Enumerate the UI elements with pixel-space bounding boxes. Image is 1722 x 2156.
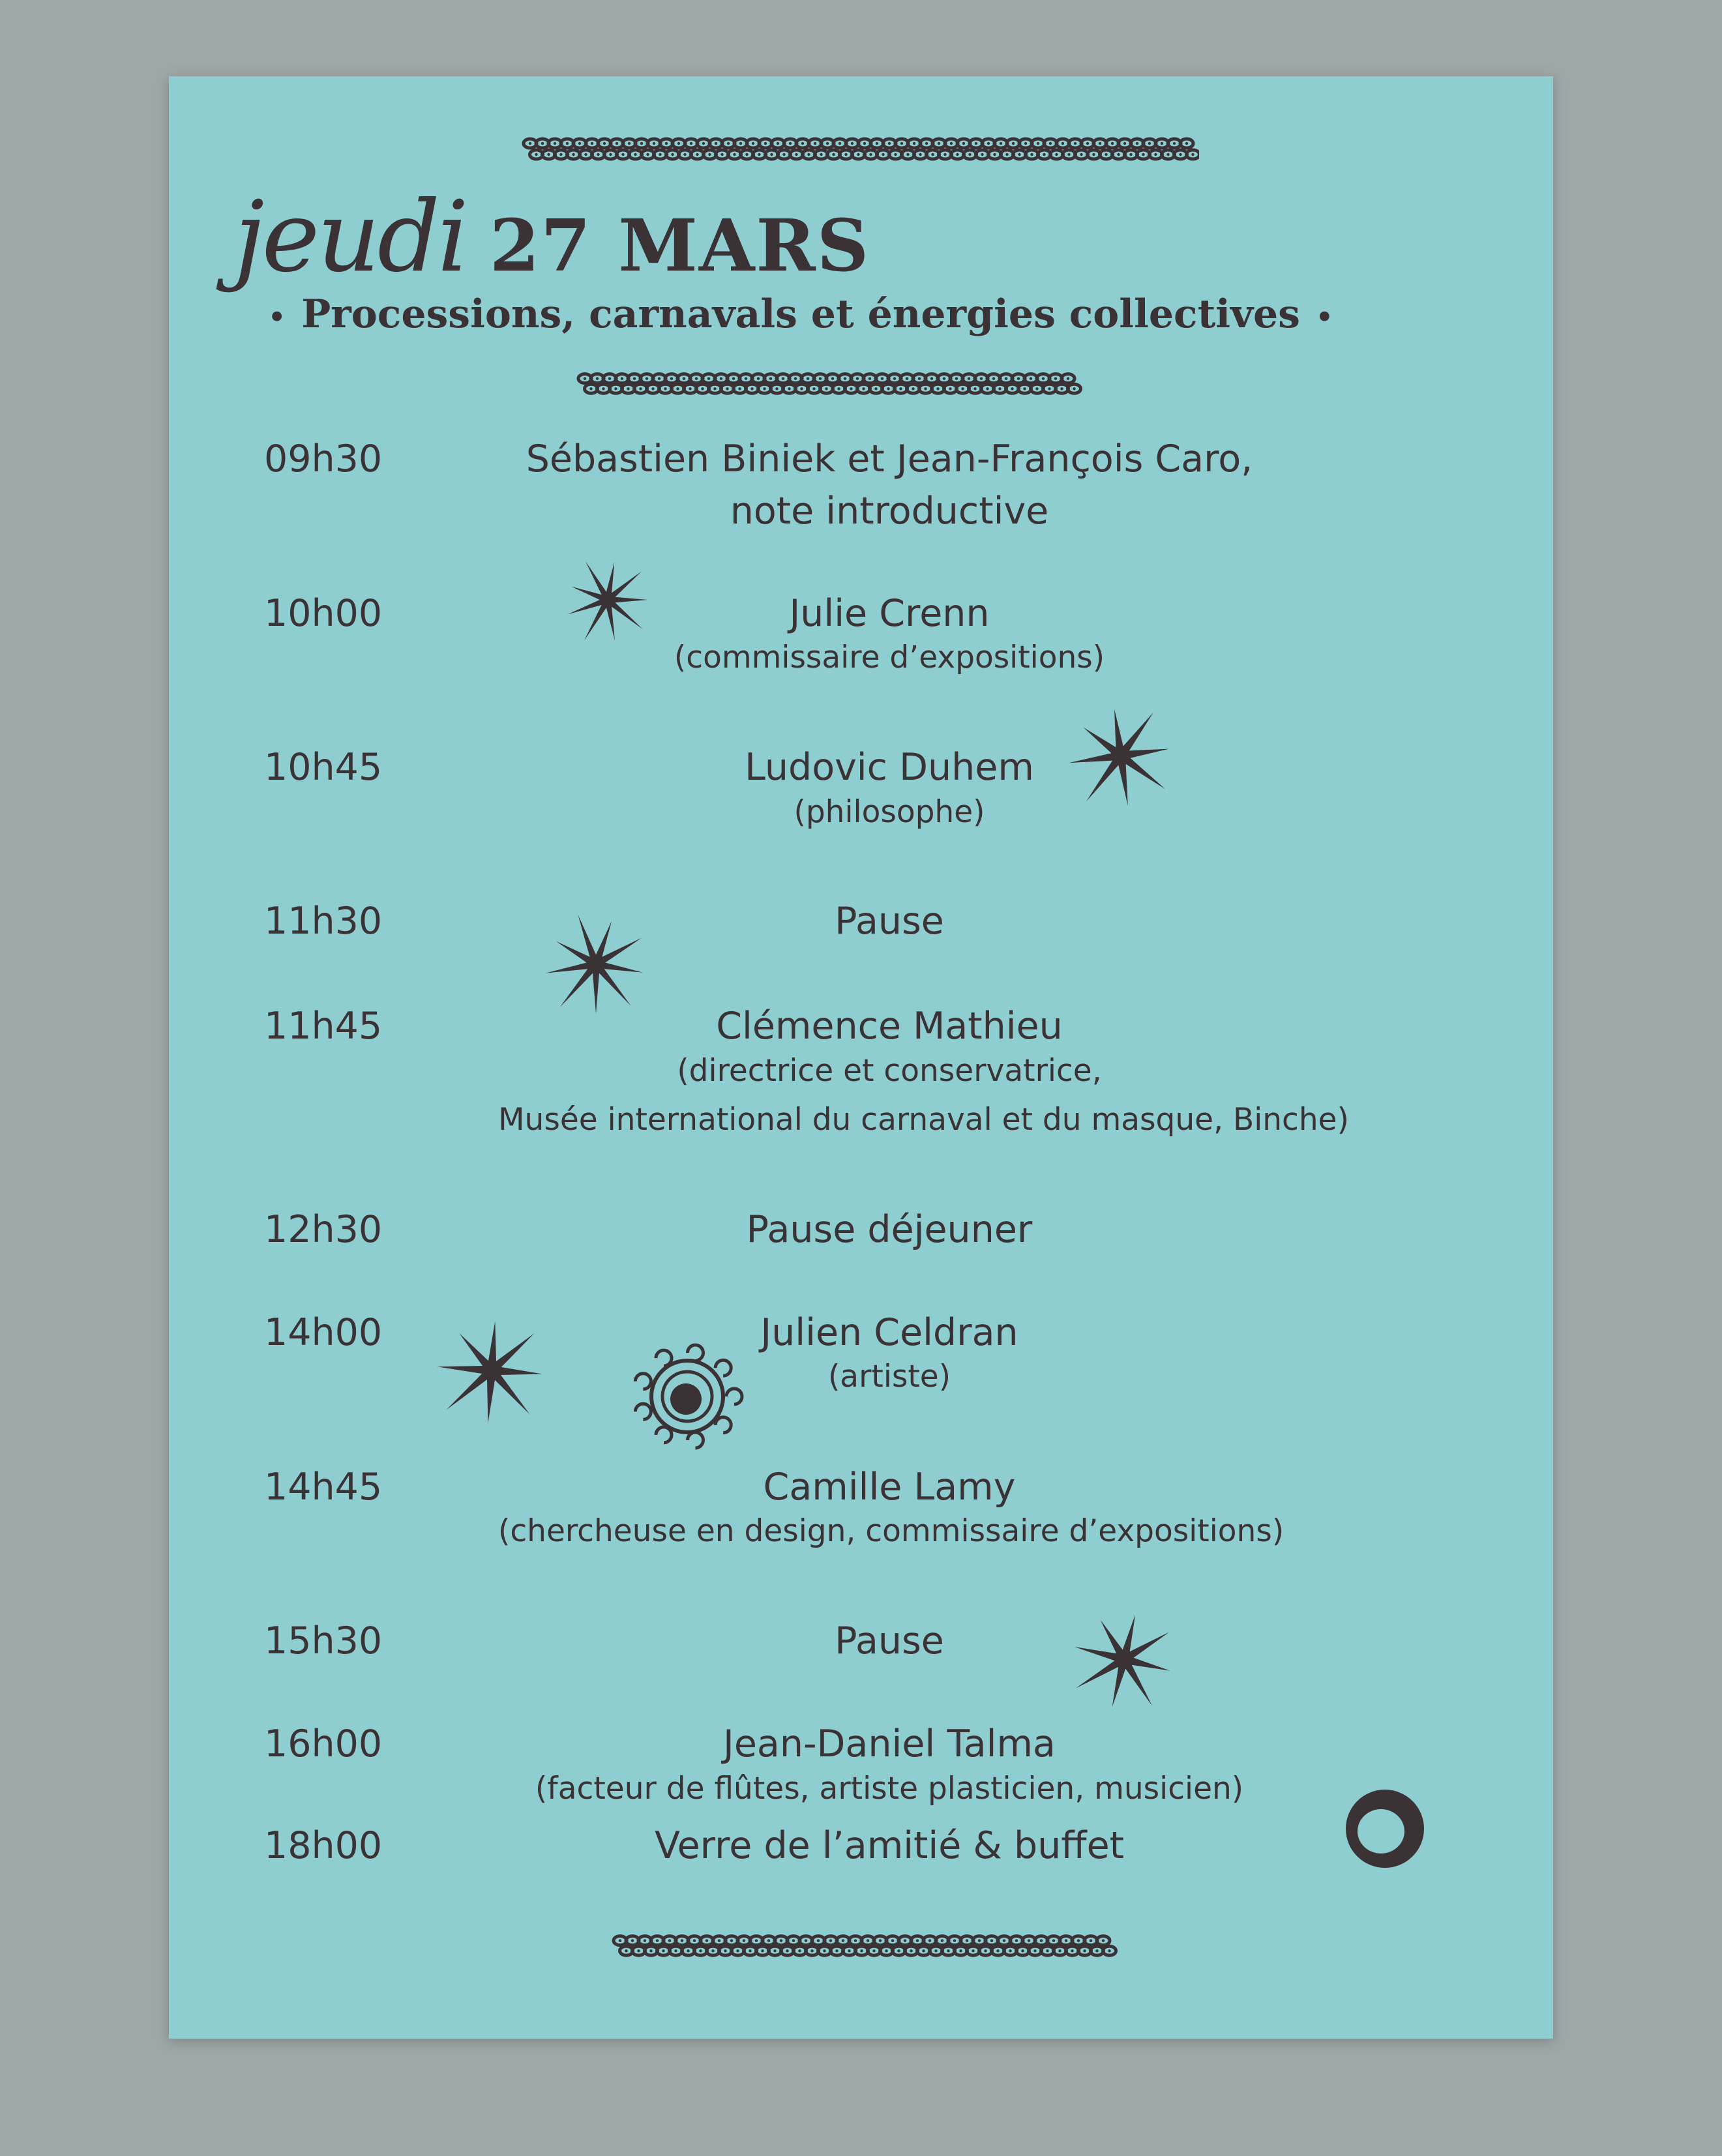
time-1445: 14h45 [264, 1466, 383, 1509]
speaker-role: note introductive [730, 490, 1049, 533]
subtitle-text: Processions, carnavals et énergies collectives [301, 291, 1300, 337]
star-icon [430, 1302, 554, 1439]
speaker-role: (chercheuse en design, commissaire d’expositions) [498, 1513, 1284, 1549]
chain-border-top [521, 132, 1199, 165]
chain-border-middle [576, 368, 1084, 398]
break-label: Pause [835, 1619, 944, 1662]
time-1045: 10h45 [264, 746, 383, 789]
speaker-role: (artiste) [827, 1359, 951, 1395]
time-0930: 09h30 [264, 437, 383, 480]
chain-border-bottom [611, 1930, 1120, 1960]
speaker-name: Jean-Daniel Talma [723, 1722, 1056, 1765]
speaker-name: Julien Celdran [760, 1311, 1018, 1354]
time-1145: 11h45 [264, 1005, 383, 1048]
star-icon [1056, 1601, 1193, 1718]
subtitle-bullet-right: • [1315, 301, 1333, 333]
time-1230: 12h30 [264, 1208, 383, 1251]
speaker-name: Clémence Mathieu [716, 1005, 1063, 1048]
flyer-sheet [169, 76, 1553, 2039]
time-1600: 16h00 [264, 1722, 383, 1765]
star-icon [1065, 687, 1176, 824]
time-1400: 14h00 [264, 1311, 383, 1354]
speaker-line: Sébastien Biniek et Jean-François Caro, [526, 437, 1253, 480]
speaker-role: (directrice et conservatrice, [677, 1053, 1102, 1089]
break-label: Pause déjeuner [746, 1208, 1033, 1251]
star-icon [552, 544, 663, 655]
speaker-role: (commissaire d’expositions) [674, 640, 1105, 675]
time-1130: 11h30 [264, 900, 383, 943]
speaker-name: Ludovic Duhem [745, 746, 1034, 789]
moon-icon [1339, 1783, 1431, 1874]
time-1000: 10h00 [264, 592, 383, 635]
subtitle-bullet-left: • [268, 301, 286, 333]
closing-label: Verre de l’amitié & buffet [655, 1824, 1124, 1867]
time-1530: 15h30 [264, 1619, 383, 1662]
speaker-role: (facteur de flûtes, artiste plasticien, musicien) [535, 1771, 1244, 1807]
speaker-name: Julie Crenn [789, 592, 990, 635]
speaker-role: (philosophe) [794, 794, 985, 830]
break-label: Pause [835, 900, 944, 943]
title-date: 27 MARS [489, 203, 870, 288]
star-icon [541, 899, 651, 1029]
title-day: jeudi [234, 181, 466, 294]
subtitle [169, 291, 1433, 337]
sun-flower-icon [622, 1335, 752, 1458]
speaker-role: Musée international du carnaval et du masque, Binche) [498, 1102, 1349, 1138]
time-1800: 18h00 [264, 1824, 383, 1867]
speaker-name: Camille Lamy [763, 1466, 1016, 1509]
